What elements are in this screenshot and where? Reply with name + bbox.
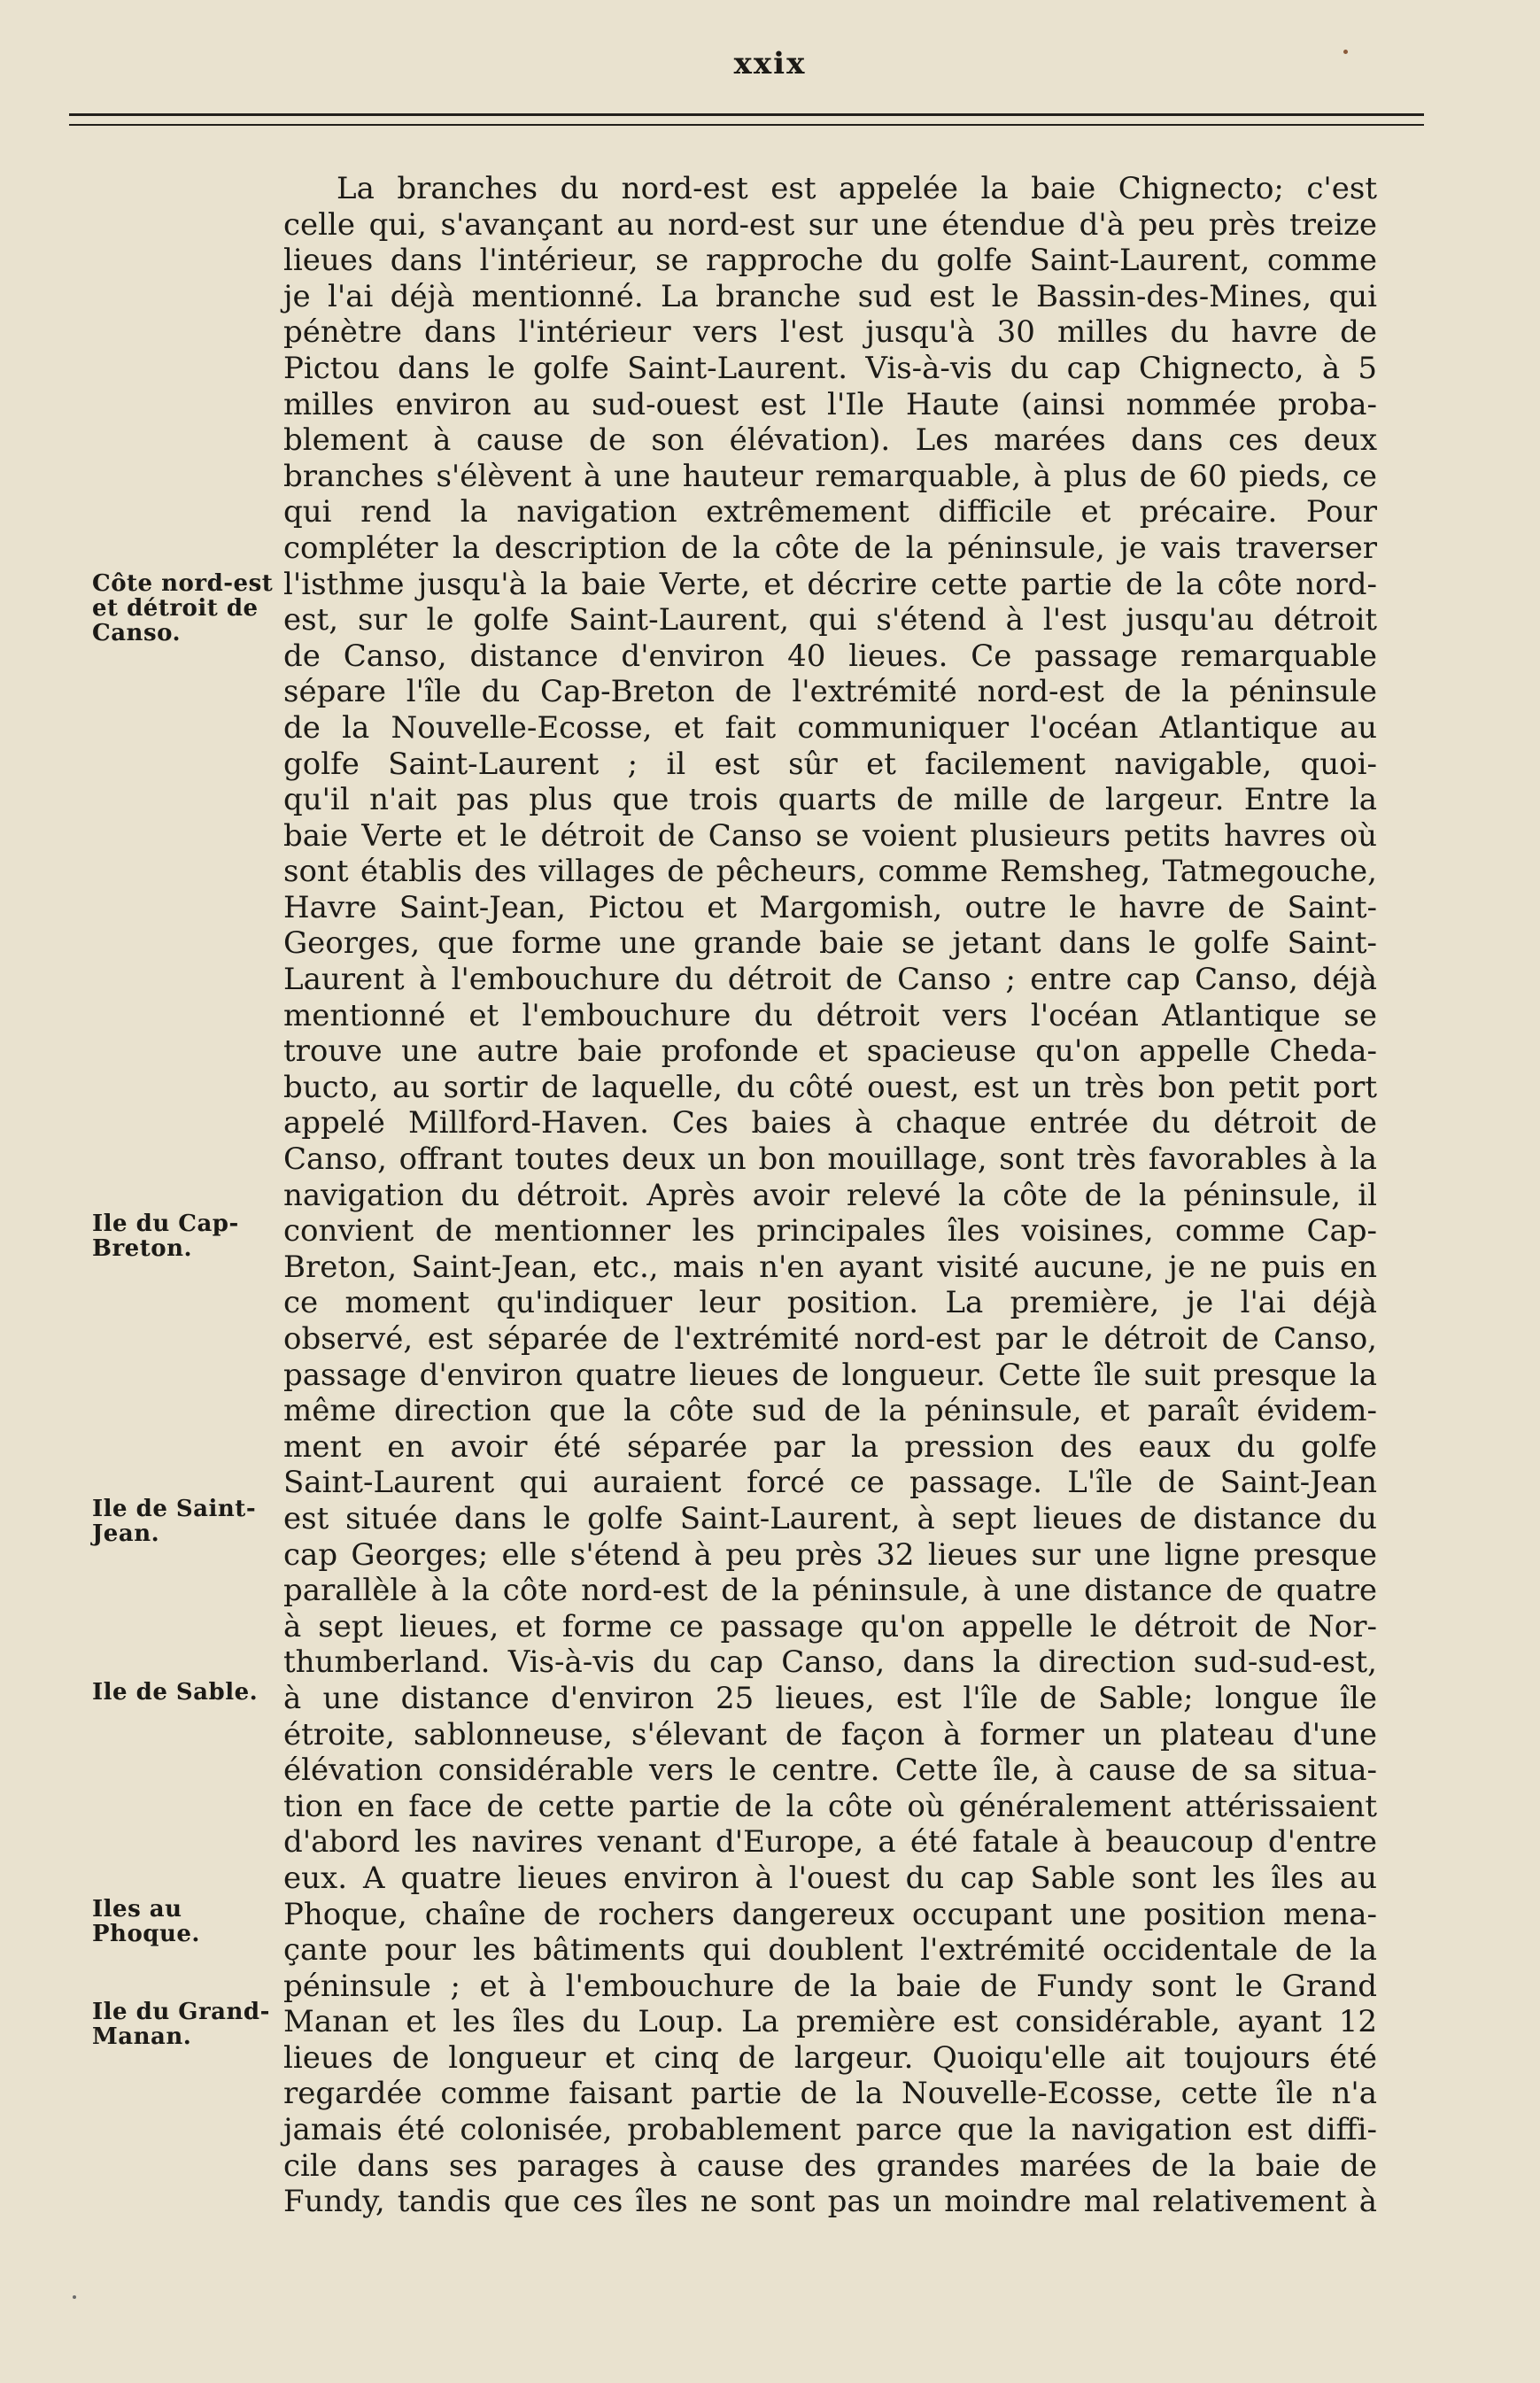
body-line: thumberland. Vis-à-vis du cap Canso, dans la direction sud-sud-est, — [283, 1644, 1377, 1681]
body-line: Georges, que forme une grande baie se jetant dans le golfe Saint- — [283, 925, 1377, 962]
body-line: est, sur le golfe Saint-Laurent, qui s'étend à l'est jusqu'au détroit — [283, 602, 1377, 638]
body-line: branches s'élèvent à une hauteur remarquable, à plus de 60 pieds, ce — [283, 458, 1377, 494]
margin-note-iles-au-phoque: Iles au Phoque. — [92, 1896, 200, 1947]
body-line: lieues dans l'intérieur, se rapproche du golfe Saint-Laurent, comme — [283, 243, 1377, 279]
header-rule — [69, 113, 1424, 116]
body-line: d'abord les navires venant d'Europe, a été fatale à beaucoup d'entre — [283, 1824, 1377, 1861]
body-line: Fundy, tandis que ces îles ne sont pas un moindre mal relativement à — [283, 2184, 1377, 2220]
body-line: Laurent à l'embouchure du détroit de Canso ; entre cap Canso, déjà — [283, 962, 1377, 998]
body-line: de la Nouvelle-Ecosse, et fait communiquer l'océan Atlantique au — [283, 709, 1377, 746]
body-line: est située dans le golfe Saint-Laurent, à sept lieues de distance du — [283, 1500, 1377, 1536]
body-line: Saint-Laurent qui auraient forcé ce passage. L'île de Saint-Jean — [283, 1465, 1377, 1501]
body-line: sont établis des villages de pêcheurs, comme Remsheg, Tatmegouche, — [283, 854, 1377, 890]
body-line: convient de mentionner les principales îles voisines, comme Cap- — [283, 1213, 1377, 1250]
margin-note-ile-de-sable: Ile de Sable. — [92, 1679, 259, 1706]
body-line: çante pour les bâtiments qui doublent l'extrémité occidentale de la — [283, 1932, 1377, 1969]
body-line: Pictou dans le golfe Saint-Laurent. Vis-à-vis du cap Chignecto, à 5 — [283, 350, 1377, 386]
margin-note-grand-manan: Ile du Grand-Manan. — [92, 1999, 270, 2050]
body-line: Phoque, chaîne de rochers dangereux occupant une position mena- — [283, 1896, 1377, 1932]
margin-note-cap-breton: Ile du Cap-Breton. — [92, 1211, 239, 1262]
body-line: à une distance d'environ 25 lieues, est l'île de Sable; longue île — [283, 1680, 1377, 1716]
body-line: Breton, Saint-Jean, etc., mais n'en ayant visité aucune, je ne puis en — [283, 1249, 1377, 1285]
body-line: cile dans ses parages à cause des grandes marées de la baie de — [283, 2147, 1377, 2184]
body-line: bucto, au sortir de laquelle, du côté ouest, est un très bon petit port — [283, 1069, 1377, 1105]
body-line: golfe Saint-Laurent ; il est sûr et facilement navigable, quoi- — [283, 746, 1377, 782]
body-line: Havre Saint-Jean, Pictou et Margomish, outre le havre de Saint- — [283, 889, 1377, 925]
body-line: pénètre dans l'intérieur vers l'est jusqu'à 30 milles du havre de — [283, 314, 1377, 351]
body-line: cap Georges; elle s'étend à peu près 32 lieues sur une ligne presque — [283, 1536, 1377, 1573]
body-line: de Canso, distance d'environ 40 lieues. Ce passage remarquable — [283, 638, 1377, 674]
body-line: tion en face de cette partie de la côte où généralement attérissaient — [283, 1788, 1377, 1824]
body-line: je l'ai déjà mentionné. La branche sud est le Bassin-des-Mines, qui — [283, 278, 1377, 314]
body-line: Canso, offrant toutes deux un bon mouillage, sont très favorables à la — [283, 1141, 1377, 1178]
paper-speck — [73, 2295, 76, 2299]
body-line: qui rend la navigation extrêmement difficile et précaire. Pour — [283, 494, 1377, 530]
body-line: celle qui, s'avançant au nord-est sur une étendue d'à peu près treize — [283, 206, 1377, 243]
body-line: ce moment qu'indiquer leur position. La première, je l'ai déjà — [283, 1285, 1377, 1321]
body-line: parallèle à la côte nord-est de la péninsule, à une distance de quatre — [283, 1573, 1377, 1609]
body-line: qu'il n'ait pas plus que trois quarts de mille de largeur. Entre la — [283, 782, 1377, 818]
body-line: même direction que la côte sud de la péninsule, et paraît évidem- — [283, 1393, 1377, 1429]
body-line: étroite, sablonneuse, s'élevant de façon à former un plateau d'une — [283, 1716, 1377, 1752]
paper-speck — [1343, 50, 1348, 54]
body-line: observé, est séparée de l'extrémité nord-est par le détroit de Canso, — [283, 1321, 1377, 1357]
body-line: élévation considérable vers le centre. Cette île, à cause de sa situa- — [283, 1752, 1377, 1789]
body-line: péninsule ; et à l'embouchure de la baie de Fundy sont le Grand — [283, 1968, 1377, 2004]
body-line: eux. A quatre lieues environ à l'ouest du cap Sable sont les îles au — [283, 1860, 1377, 1896]
body-line: passage d'environ quatre lieues de longueur. Cette île suit presque la — [283, 1357, 1377, 1393]
body-line: navigation du détroit. Après avoir relevé la côte de la péninsule, il — [283, 1177, 1377, 1213]
margin-note-cote-nord-est: Côte nord-est et détroit de Canso. — [92, 570, 274, 646]
body-line: baie Verte et le détroit de Canso se voient plusieurs petits havres où — [283, 817, 1377, 854]
page-number: xxix — [733, 46, 807, 81]
body-line: Manan et les îles du Loup. La première est considérable, ayant 12 — [283, 2004, 1377, 2040]
margin-note-saint-jean: Ile de Saint-Jean. — [92, 1496, 257, 1547]
body-line: sépare l'île du Cap-Breton de l'extrémité nord-est de la péninsule — [283, 674, 1377, 710]
body-line: trouve une autre baie profonde et spacieuse qu'on appelle Cheda- — [283, 1033, 1377, 1070]
body-line: jamais été colonisée, probablement parce que la navigation est diffi- — [283, 2112, 1377, 2148]
body-line: blement à cause de son élévation). Les marées dans ces deux — [283, 422, 1377, 459]
body-line: lieues de longueur et cinq de largeur. Quoiqu'elle ait toujours été — [283, 2039, 1377, 2076]
body-text — [283, 171, 1377, 2220]
body-line: appelé Millford-Haven. Ces baies à chaque entrée du détroit de — [283, 1105, 1377, 1141]
body-line: regardée comme faisant partie de la Nouvelle-Ecosse, cette île n'a — [283, 2076, 1377, 2112]
body-line: l'isthme jusqu'à la baie Verte, et décrire cette partie de la côte nord- — [283, 566, 1377, 602]
body-line: ment en avoir été séparée par la pression des eaux du golfe — [283, 1428, 1377, 1465]
body-line: compléter la description de la côte de la péninsule, je vais traverser — [283, 530, 1377, 566]
body-line: à sept lieues, et forme ce passage qu'on appelle le détroit de Nor- — [283, 1608, 1377, 1644]
body-line: mentionné et l'embouchure du détroit vers l'océan Atlantique se — [283, 997, 1377, 1033]
body-line: milles environ au sud-ouest est l'Ile Haute (ainsi nommée proba- — [283, 386, 1377, 422]
header-rule-thin — [69, 124, 1424, 126]
body-line: La branches du nord-est est appelée la baie Chignecto; c'est — [337, 171, 1377, 206]
